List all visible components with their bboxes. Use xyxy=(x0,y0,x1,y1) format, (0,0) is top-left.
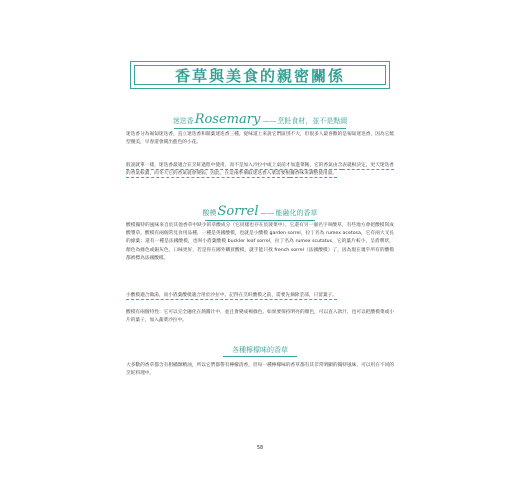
heading-text: 各種檸檬味的香草 xyxy=(232,346,288,354)
section-heading-rosemary xyxy=(0,112,520,129)
page-title: 香草與美食的親密關係 xyxy=(174,66,345,85)
page-number: 58 xyxy=(256,445,264,451)
heading-underline xyxy=(205,220,315,221)
highlighted-text: 般說就單一樣，迷迭香最適合在烹飪過程中使用，而不是加入沙拉中或上桌前才加進菜餚，它的香氣由含 xyxy=(126,163,343,168)
paragraph-sorrel-usage xyxy=(126,292,394,300)
heading-underline xyxy=(174,128,346,129)
title-frame xyxy=(130,61,390,89)
heading-script-word: Sorrel xyxy=(217,204,259,219)
highlighted-text: 表就根決定，更天迷迭香的香氣較濃，而冬天它的香氣就會變弱，因此，在這兩季摘取迷迭香入菜需要根 xyxy=(126,163,394,177)
section-heading-sorrel xyxy=(0,204,520,221)
paragraph-rosemary-types: 迷迭香分為匍匐迷迭香，直立迷迭香和開葉迷迭香三種，從味道上來說它們區別不大，但很多人最喜歡的是匍匐迷迭香，因為它燒型優美，早春還會開出藍色的小花。 xyxy=(126,132,394,146)
paragraph-lemon-herbs: 大多數的香草都含有柑橘類精油，所以它們都帶有檸檬清香，但每一種檸檬味的香草都有其非常明顯的獨特風味，可以用在不同的烹飪料理中。 xyxy=(126,363,394,377)
heading-prefix: 迷迭香 xyxy=(172,117,194,125)
heading-dash: —— xyxy=(262,117,277,125)
paragraph-sorrel-varieties: 酸模獨特的風味來自於其他香草中缺少的草酸成分（它同樣也存在於菠菜中），它還有另一個名字叫酸草，有些地方會把酸模寫成酸漿草。酸模有兩個常見食用品種，一種是英國酸模，也就是小酸模 garden sorrel，拉丁名為 rumex acetosa，它有兩大叉長的綠葉；還有一種是法國酸模，也叫小盾葉酸模 buckler leaf sorrel，拉丁名為 rumex scutatus，它的葉片較小，呈盾牌狀，顏色為綠色或銀灰色，口味更好，若是你在國外購買酸模，就手能只找 french sorrel（法國酸模）了，因為現在幾乎所有的酸模都被標為法國酸模。 xyxy=(126,223,394,261)
heading-dash: —— xyxy=(260,209,275,217)
section-heading-lemon-herbs xyxy=(0,345,520,357)
highlighted-text: 據香味來調整使用量。 xyxy=(290,171,337,177)
heading-suffix: 能融化的香草 xyxy=(275,209,318,217)
paragraph-sorrel-properties: 酸模有兩個特性：它可以完全融化在熱醬汁中，並且會變成褐綠色。如果要保持明亮的顏色，可以直入款汁，也可以把酸模菜或小片的葉子，加入蔬菜沙拉中。 xyxy=(126,310,394,324)
heading-prefix: 酸模 xyxy=(202,209,217,217)
heading-suffix: 烹飪食材，並不是點綴 xyxy=(277,117,348,125)
highlighted-text: 小酸模適合做湯，而小盾葉酸模適合用於沙拉中。記得在烹飪酸模之前，需要先摘除莖部，只留葉子。 xyxy=(126,293,337,298)
heading-script-word: Rosemary xyxy=(194,112,261,127)
heading-underline xyxy=(223,356,297,357)
paragraph-rosemary-cooking xyxy=(126,162,394,178)
